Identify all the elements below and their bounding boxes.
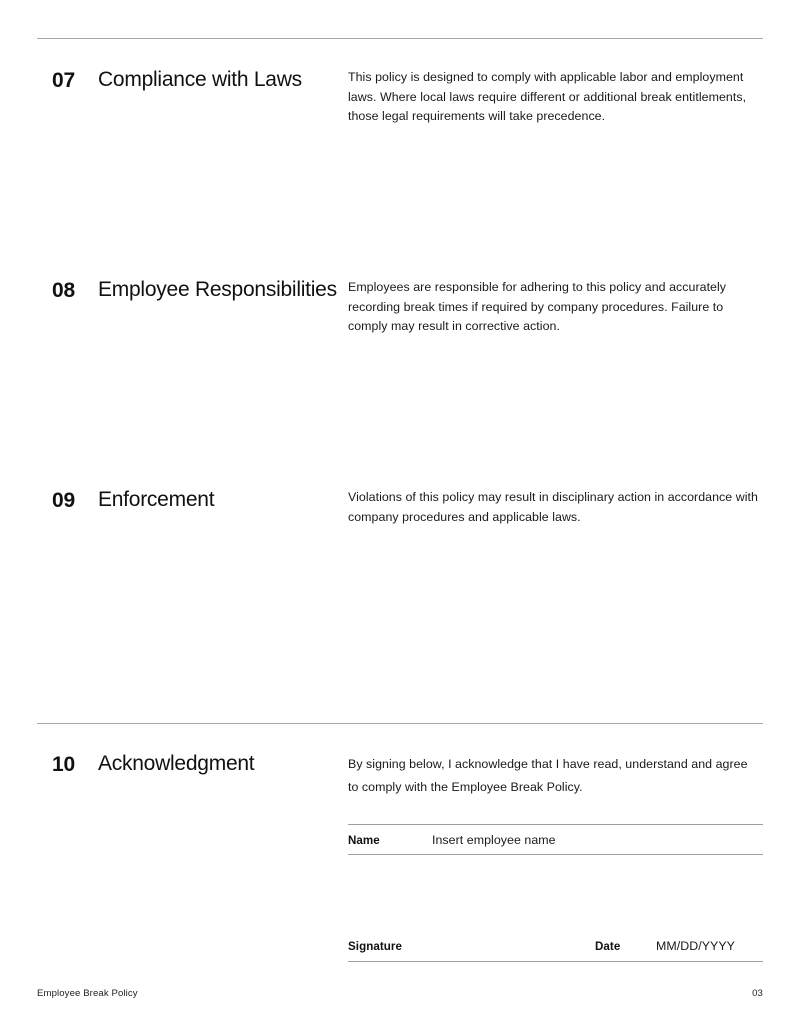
footer-document-title: Employee Break Policy bbox=[37, 988, 138, 999]
name-input[interactable]: Insert employee name bbox=[432, 833, 556, 847]
section-heading: Acknowledgment bbox=[98, 752, 255, 775]
header-divider bbox=[37, 38, 763, 39]
section-07 bbox=[37, 66, 763, 124]
section-10 bbox=[37, 750, 763, 794]
signature-label: Signature bbox=[348, 940, 402, 953]
section-number: 07 bbox=[52, 69, 75, 92]
section-08 bbox=[37, 276, 763, 334]
section-body: Violations of this policy may result in disciplinary action in accordance with company procedures and applicable laws. bbox=[348, 490, 758, 524]
section-heading: Employee Responsibilities bbox=[98, 278, 337, 301]
date-label: Date bbox=[595, 940, 621, 953]
section-heading: Compliance with Laws bbox=[98, 68, 302, 91]
name-field-row[interactable] bbox=[348, 824, 763, 855]
section-09 bbox=[37, 486, 763, 524]
section-body: By signing below, I acknowledge that I have read, understand and agree to comply with the Employee Break Policy. bbox=[348, 757, 748, 794]
name-label: Name bbox=[348, 834, 380, 847]
signature-date-field-row[interactable] bbox=[348, 893, 763, 962]
section-heading: Enforcement bbox=[98, 488, 215, 511]
acknowledgment-form bbox=[348, 824, 763, 962]
date-input[interactable]: MM/DD/YYYY bbox=[656, 939, 735, 953]
section-number: 09 bbox=[52, 489, 75, 512]
footer-page-number: 03 bbox=[752, 988, 763, 999]
section-body: This policy is designed to comply with applicable labor and employment laws. Where local laws require different or additional break entitlements, those legal requirements will take precedence. bbox=[348, 70, 747, 124]
section-number: 10 bbox=[52, 753, 75, 776]
page-footer bbox=[37, 988, 763, 1002]
acknowledgment-divider bbox=[37, 723, 763, 724]
section-body: Employees are responsible for adhering to this policy and accurately recording break times if required by company procedures. Failure to comply may result in corrective action. bbox=[348, 280, 727, 334]
section-number: 08 bbox=[52, 279, 75, 302]
